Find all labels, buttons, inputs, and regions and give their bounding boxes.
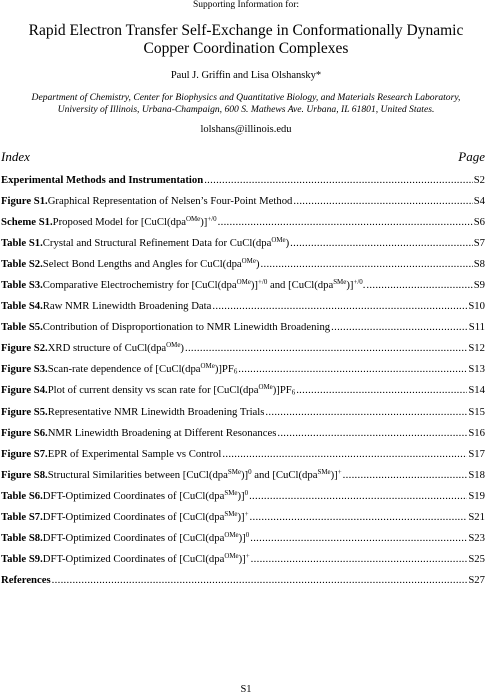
toc-entry-label: Scheme S1.: [1, 216, 53, 229]
toc-entry-label: Table S9.: [1, 552, 43, 565]
title-line-1: Rapid Electron Transfer Self-Exchange in Conformationally Dynamic: [28, 22, 464, 39]
toc-entry: [1, 528, 485, 549]
toc-entry: [1, 486, 485, 507]
toc-entry-title: NMR Linewidth Broadening at Different Resonances: [47, 426, 277, 439]
toc-entry-title: DFT-Optimized Coordinates of [CuCl(dpa$^{OMe}$)]+: [42, 552, 250, 565]
page-number: S1: [240, 684, 252, 695]
toc-entry-title: EPR of Experimental Sample vs Control: [47, 447, 222, 460]
toc-entry-label: Table S6.: [1, 489, 43, 502]
toc-entry-label: Experimental Methods and Instrumentation: [1, 174, 204, 186]
toc-entry-page: S9: [473, 279, 485, 292]
toc-entry-title: Scan-rate dependence of $[CuCl(dpa^{OMe})]PF_6$: [47, 362, 238, 376]
toc-entry-page: S11: [468, 321, 485, 334]
dot-leader: [265, 402, 467, 423]
dot-leader: [222, 444, 467, 465]
toc-entry-title: Comparative Electrochemistry for [CuCl(dpa$^{OMe}$)]$^{+/0}$ and [CuCl(dpa$^{SMe}$)]$^{+/0}$.: [42, 278, 366, 292]
toc-entry-label: Figure S1.: [1, 195, 48, 208]
toc-entry-label: Figure S6.: [1, 426, 48, 439]
toc-entry-title: DFT-Optimized Coordinates of [CuCl(dpa$^{SMe}$)]+: [42, 509, 249, 523]
toc-entry-label: Table S7.: [1, 510, 43, 523]
toc-entry-page: S15: [468, 405, 485, 418]
toc-entry-page: S13: [468, 363, 485, 376]
toc-entry-page: S14: [468, 384, 485, 397]
toc-entry-page: S12: [468, 342, 485, 355]
dot-leader: [251, 549, 468, 570]
dot-leader: [204, 170, 473, 191]
toc-entry-label: Figure S2.: [1, 342, 48, 355]
toc-entry-page: S19: [468, 489, 485, 502]
toc-entry-label: Table S3.: [1, 279, 43, 292]
toc-entry-label: Figure S3.: [1, 363, 48, 376]
toc-entry-page: S25: [468, 552, 485, 565]
affiliation: Department of Chemistry, Center for Biophysics and Quantitative Biology, and Materials Research Laboratory, University of Illinois, Urbana-Champaign, 600 S. Mathews Ave. Urbana, IL 61801, United States.: [31, 92, 461, 115]
toc-entry-label: Table S2.: [1, 258, 43, 271]
toc-entry: [1, 402, 485, 423]
dot-leader: [250, 507, 468, 528]
toc-entry: [1, 570, 485, 591]
toc-entry: [1, 549, 485, 570]
dot-leader: [250, 528, 467, 549]
toc-entry-page: S4: [473, 195, 485, 208]
dot-leader: [218, 212, 473, 233]
toc-entry: [1, 191, 485, 212]
toc-entry-page: S17: [468, 447, 485, 460]
supporting-info-heading: Supporting Information for:: [192, 0, 300, 10]
toc-entry: [1, 507, 485, 528]
toc-entry-title: Select Bond Lengths and Angles for CuCl(dpa$^{OMe}$): [42, 257, 260, 271]
dot-leader: [52, 570, 468, 591]
toc-entry: [1, 338, 485, 359]
dot-leader: [212, 296, 467, 317]
dot-leader: [343, 465, 468, 486]
toc-entry-label: Figure S4.: [1, 384, 48, 397]
toc-entry-title: Graphical Representation of Nelsen’s Four-Point Method: [47, 195, 293, 208]
toc-entry: [1, 296, 485, 317]
toc-entry: [1, 423, 485, 444]
index-label: Index: [1, 149, 30, 164]
dot-leader: [249, 486, 467, 507]
toc-entry-title: DFT-Optimized Coordinates of [CuCl(dpa$^{SMe}$)]$^0$: [42, 488, 249, 502]
toc-entry-page: S2: [473, 174, 485, 186]
toc-entry-title: DFT-Optimized Coordinates of [CuCl(dpa$^{OMe}$)]$^0$: [42, 530, 250, 544]
dot-leader: [185, 338, 467, 359]
toc-entry-label: Figure S7.: [1, 447, 48, 460]
toc-entry-title: Plot of current density vs scan rate for $[CuCl(dpa^{OMe})]PF_6$: [47, 383, 296, 397]
toc-entry: [1, 380, 485, 401]
toc-entry: [1, 275, 485, 296]
toc-entry-label: Table S1.: [1, 237, 43, 250]
toc-entry-page: S23: [468, 531, 485, 544]
toc-entry: [1, 212, 485, 233]
dot-leader: [261, 254, 473, 275]
toc-entry-label: Table S4.: [1, 300, 43, 313]
toc-entry: [1, 465, 485, 486]
toc-entry-page: S8: [473, 258, 485, 271]
toc-entry-page: S21: [468, 510, 485, 523]
toc-entry-title: Raw NMR Linewidth Broadening Data: [42, 300, 212, 313]
toc-entry: [1, 317, 485, 338]
toc-entry-page: S10: [468, 300, 485, 313]
toc-entry-title: XRD structure of CuCl(dpa$^{OMe}$): [47, 341, 184, 355]
toc-entry-title: Crystal and Structural Refinement Data for CuCl(dpa$^{OMe}$): [42, 236, 290, 250]
authors: Paul J. Griffin and Lisa Olshansky*: [170, 70, 322, 81]
toc-entry-page: S27: [468, 573, 485, 586]
page-column-label: Page: [458, 149, 485, 164]
toc-entry-label: Table S8.: [1, 531, 43, 544]
toc-entry-page: S16: [468, 426, 485, 439]
toc-entry-title: Contribution of Disproportionation to NMR Linewidth Broadening: [42, 321, 331, 334]
toc-entry: [1, 254, 485, 275]
toc-entry: [1, 170, 485, 191]
toc-entry: [1, 359, 485, 380]
dot-leader: [277, 423, 467, 444]
toc-entry-title: Representative NMR Linewidth Broadening Trials: [47, 405, 265, 418]
toc-entry-label: Table S5.: [1, 321, 43, 334]
dot-leader: [238, 359, 467, 380]
dot-leader: [366, 275, 472, 296]
dot-leader: [293, 191, 472, 212]
toc-entry-page: S7: [473, 237, 485, 250]
table-of-contents: [1, 170, 485, 591]
contact-email: lolshans@illinois.edu: [200, 124, 292, 135]
toc-entry-label: Figure S5.: [1, 405, 48, 418]
toc-entry: [1, 233, 485, 254]
toc-entry-page: S18: [468, 468, 485, 481]
dot-leader: [331, 317, 468, 338]
dot-leader: [290, 233, 473, 254]
toc-entry-page: S6: [473, 216, 485, 229]
title-line-2: Copper Coordination Complexes: [143, 40, 349, 57]
toc-entry-label: Figure S8.: [1, 468, 48, 481]
document-title: [0, 22, 492, 58]
dot-leader: [296, 380, 467, 401]
toc-entry: [1, 444, 485, 465]
toc-entry-label: References: [1, 573, 51, 586]
toc-entry-title: Proposed Model for [CuCl(dpa$^{OMe}$)]$^{+/0}$: [52, 215, 217, 229]
toc-entry-title: Structural Similarities between [CuCl(dpa$^{SMe}$)]$^0$ and [CuCl(dpa$^{SMe}$)]+: [47, 467, 342, 481]
index-header: [0, 149, 492, 165]
